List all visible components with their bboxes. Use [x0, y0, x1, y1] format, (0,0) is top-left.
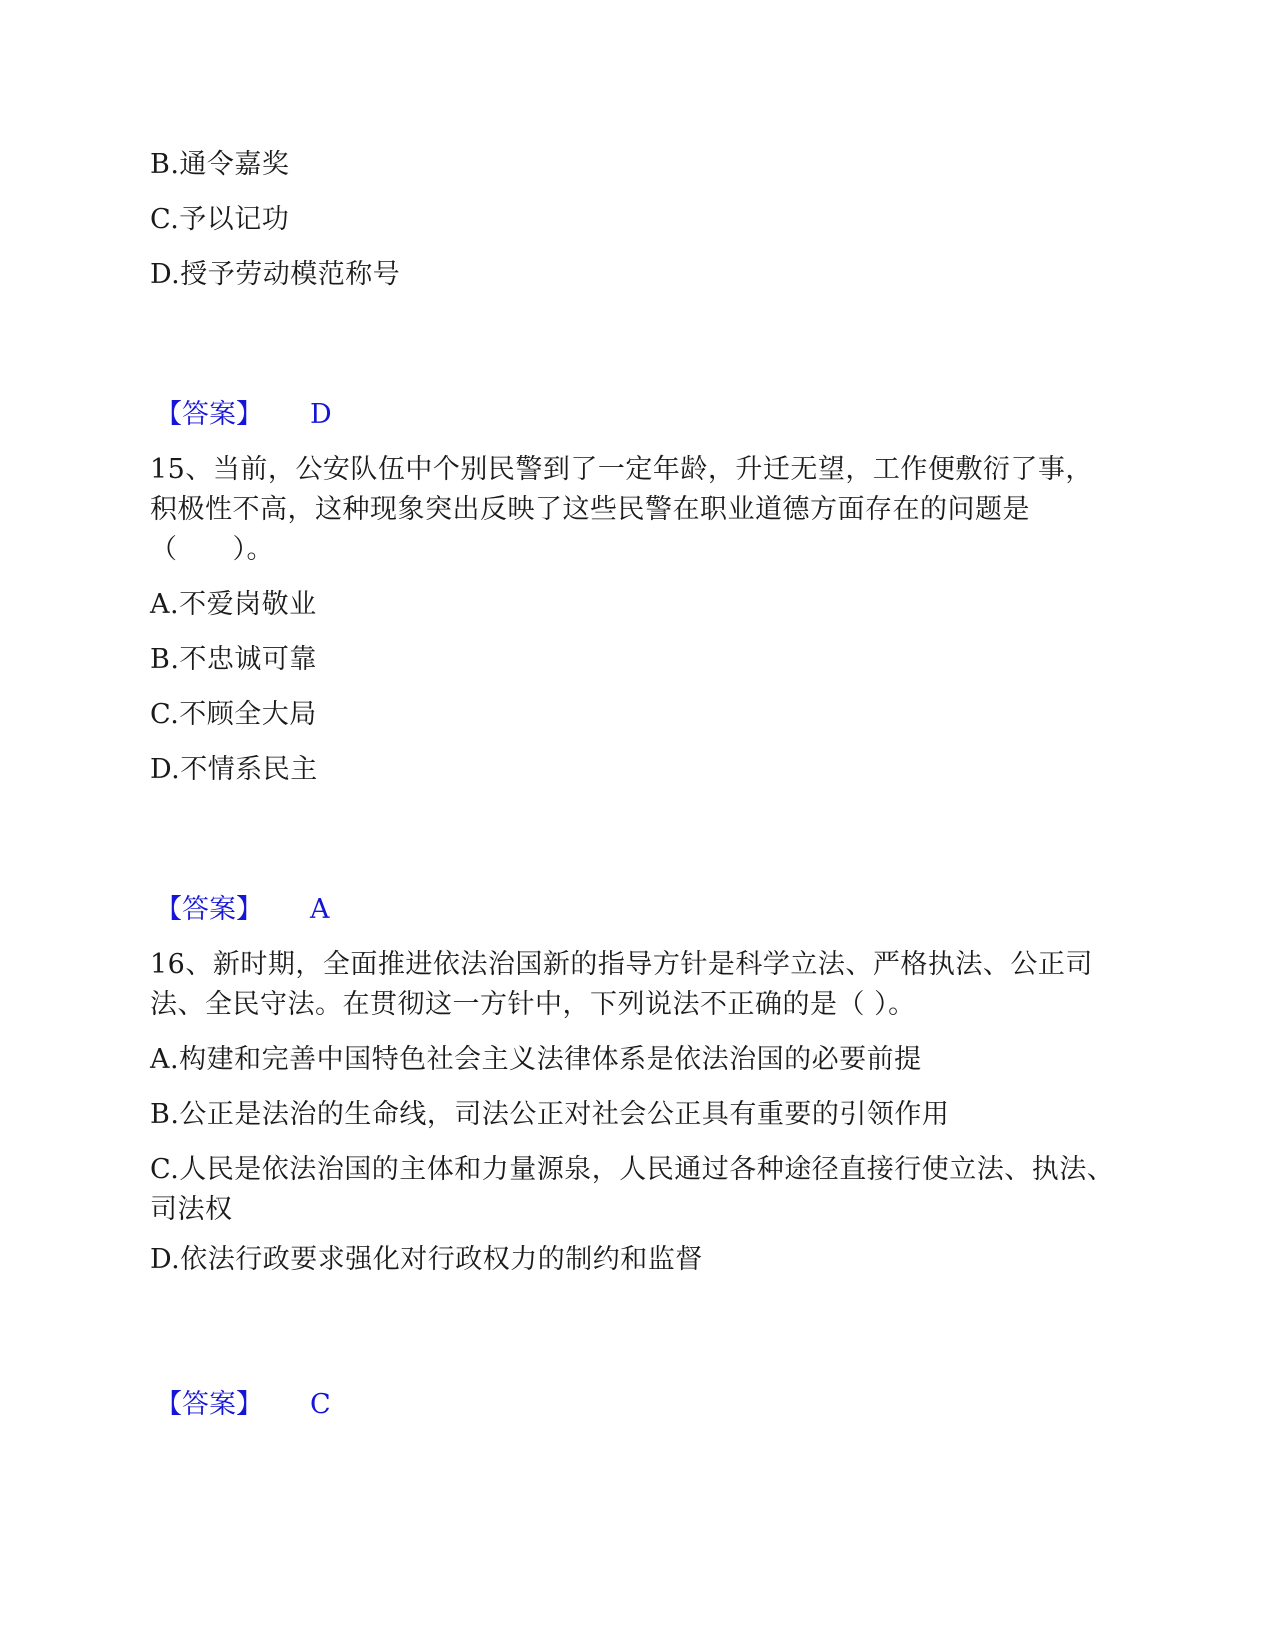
- q15-answer: [155, 894, 330, 925]
- answer-label: 【答案】: [155, 894, 263, 925]
- answer-label: 【答案】: [155, 399, 263, 430]
- q15-option-c: C.不顾全大局: [150, 699, 317, 730]
- answer-value: D: [310, 399, 332, 430]
- q15-option-a: A.不爱岗敬业: [150, 589, 317, 620]
- q14-option-d: D.授予劳动模范称号: [150, 259, 401, 290]
- answer-value: A: [310, 894, 330, 925]
- q14-option-b: B.通令嘉奖: [150, 149, 290, 180]
- q16-option-b: B.公正是法治的生命线，司法公正对社会公正具有重要的引领作用: [150, 1099, 950, 1130]
- answer-value: C: [310, 1389, 331, 1420]
- q14-answer: [155, 399, 332, 430]
- q16-option-a: A.构建和完善中国特色社会主义法律体系是依法治国的必要前提: [150, 1044, 922, 1075]
- q15-option-b: B.不忠诚可靠: [150, 644, 317, 675]
- q16-stem: 16、新时期，全面推进依法治国新的指导方针是科学立法、严格执法、公正司法、全民守法。在贯彻这一方针中，下列说法不正确的是（ ）。: [150, 949, 1093, 1020]
- q15-option-d: D.不情系民主: [150, 754, 318, 785]
- q14-option-c: C.予以记功: [150, 204, 290, 235]
- answer-label: 【答案】: [155, 1389, 263, 1420]
- q16-option-c: C.人民是依法治国的主体和力量源泉，人民通过各种途径直接行使立法、执法、司法权: [150, 1154, 1115, 1225]
- q16-answer: [155, 1389, 331, 1420]
- q15-stem: 15、当前，公安队伍中个别民警到了一定年龄，升迁无望，工作便敷衍了事，积极性不高，这种现象突出反映了这些民警在职业道德方面存在的问题是（ ）。: [150, 454, 1093, 565]
- q16-option-d: D.依法行政要求强化对行政权力的制约和监督: [150, 1244, 703, 1275]
